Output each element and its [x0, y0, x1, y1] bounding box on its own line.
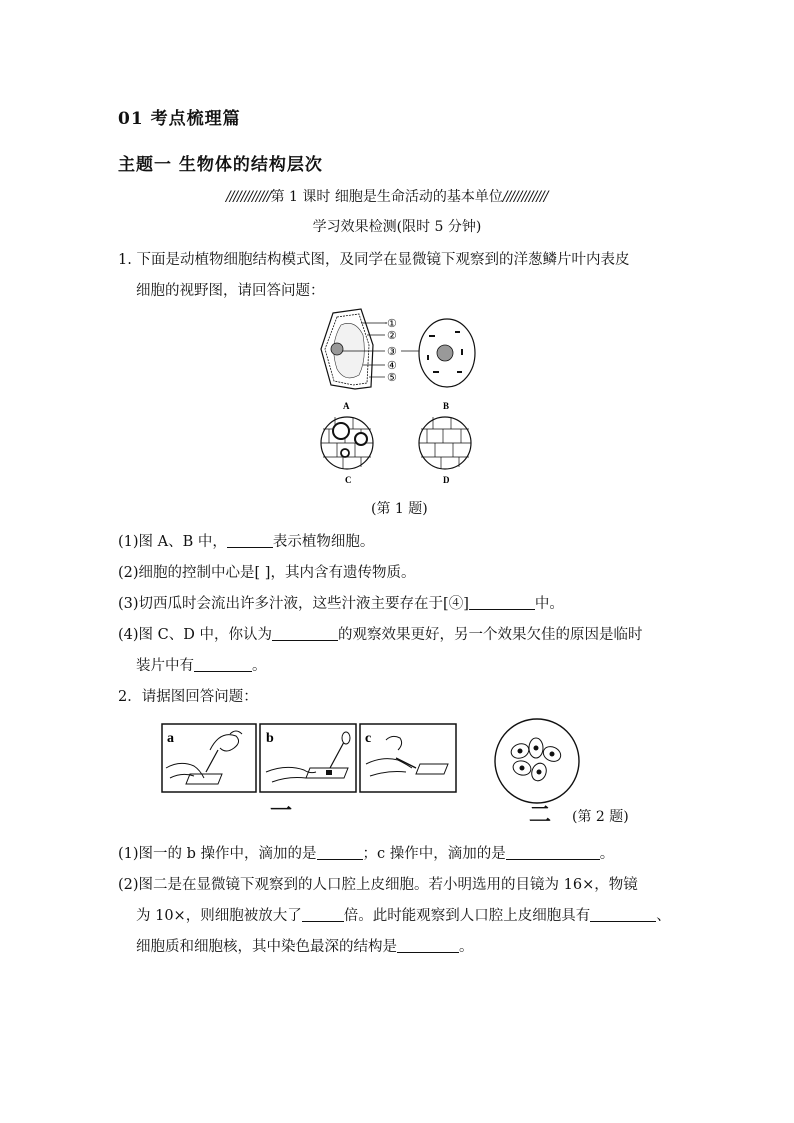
q1-part1-text-b: 表示植物细胞。	[272, 534, 375, 550]
fig-label-b: B	[443, 401, 450, 411]
q2-part2-blank1[interactable]	[302, 907, 344, 922]
panel-label-c: c	[365, 731, 372, 746]
q2-figure-two	[492, 716, 582, 806]
q2-part1-text-c: 。	[599, 846, 615, 862]
q2-part1-blank2[interactable]	[506, 845, 600, 860]
q1-part1-blank[interactable]	[227, 533, 273, 548]
q2-part1-text-a: (1)图一的 b 操作中，滴加的是	[118, 846, 317, 862]
q2-part2-text-c: 倍。此时能观察到人口腔上皮细胞具有	[343, 908, 591, 924]
q2-part2-blank2[interactable]	[590, 907, 656, 922]
animal-cell-diagram	[419, 319, 475, 387]
q2-part2-text-b: 为 10×，则细胞被放大了	[136, 908, 302, 924]
q2-part1-blank1[interactable]	[317, 845, 363, 860]
q2-part2-cont2	[136, 935, 474, 956]
field-view-d	[419, 417, 471, 469]
panel-label-b: b	[266, 731, 274, 746]
fig-label-a: A	[343, 401, 350, 411]
figure-two-label: 二	[529, 802, 552, 828]
q2-stem: 2．请据图回答问题：	[118, 689, 258, 705]
q2-part2: (2)图二是在显微镜下观察到的人口腔上皮细胞。若小明选用的目镜为 16×，物镜	[118, 877, 638, 893]
field-view-c	[321, 417, 373, 469]
q1-caption: (第 1 题)	[371, 501, 428, 517]
panel-b	[260, 724, 356, 792]
lesson-deco-left: ////////////	[226, 189, 271, 205]
panel-c	[360, 724, 456, 792]
q1-part3-text-a: (3)切西瓜时会流出许多汁液，这些汁液主要存在于[④]	[118, 596, 469, 612]
q1-part3-text-b: 中。	[534, 596, 564, 612]
q1-part1	[118, 530, 374, 551]
q2-part2-text-d: 、	[656, 908, 671, 924]
q2-part2-cont1	[136, 904, 671, 925]
q1-part2: (2)细胞的控制中心是[ ]，其内含有遗传物质。	[118, 565, 416, 581]
label-5: ⑤	[387, 372, 397, 384]
panel-label-a: a	[167, 731, 174, 746]
q1-part4-text-c: 装片中有	[136, 658, 194, 674]
q2-part1-text-b: ；c 操作中，滴加的是	[362, 846, 506, 862]
q2-caption: (第 2 题)	[572, 809, 629, 825]
q2-part1	[118, 842, 614, 863]
q1-part4-text-b: 的观察效果更好，另一个效果欠佳的原因是临时	[337, 627, 643, 643]
q1-part4	[118, 623, 642, 644]
q1-stem-line1: 1. 下面是动植物细胞结构模式图，及同学在显微镜下观察到的洋葱鳞片叶内表皮	[118, 252, 630, 268]
q2-part2-text-e: 细胞质和细胞核，其中染色最深的结构是	[136, 939, 397, 955]
q1-part4-text-a: (4)图 C、D 中，你认为	[118, 627, 272, 643]
q2-part2-text-f: 。	[459, 939, 474, 955]
label-4: ④	[387, 360, 397, 372]
subtitle: 学习效果检测(限时 5 分钟)	[312, 219, 482, 235]
panel-a	[162, 724, 256, 792]
lesson-title	[226, 186, 547, 206]
q1-stem-line2: 细胞的视野图，请回答问题：	[136, 283, 325, 299]
q1-part3	[118, 592, 564, 613]
q1-part4-cont	[136, 654, 267, 675]
label-2: ②	[387, 330, 397, 342]
section-heading: 01 考点梳理篇	[118, 109, 241, 129]
topic-heading: 主题一 生物体的结构层次	[118, 155, 323, 175]
q1-part1-text-a: (1)图 A、B 中，	[118, 534, 227, 550]
label-1: ①	[387, 318, 397, 330]
figure-one-label: 一	[270, 798, 293, 824]
lesson-title-text: 第 1 课时 细胞是生命活动的基本单位	[270, 189, 503, 205]
q1-part4-blank2[interactable]	[194, 657, 252, 672]
lesson-deco-right: ////////////	[502, 189, 548, 205]
fig-label-c: C	[345, 475, 352, 485]
q1-part4-text-d: 。	[252, 658, 267, 674]
q1-cell-figure	[315, 305, 500, 490]
fig-label-d: D	[443, 475, 450, 485]
plant-cell-diagram	[321, 309, 387, 389]
q2-figure-one	[160, 720, 460, 796]
label-3: ③	[387, 346, 397, 358]
q2-part2-blank3[interactable]	[397, 938, 459, 953]
q1-part4-blank1[interactable]	[272, 626, 338, 641]
q1-part3-blank[interactable]	[469, 595, 535, 610]
